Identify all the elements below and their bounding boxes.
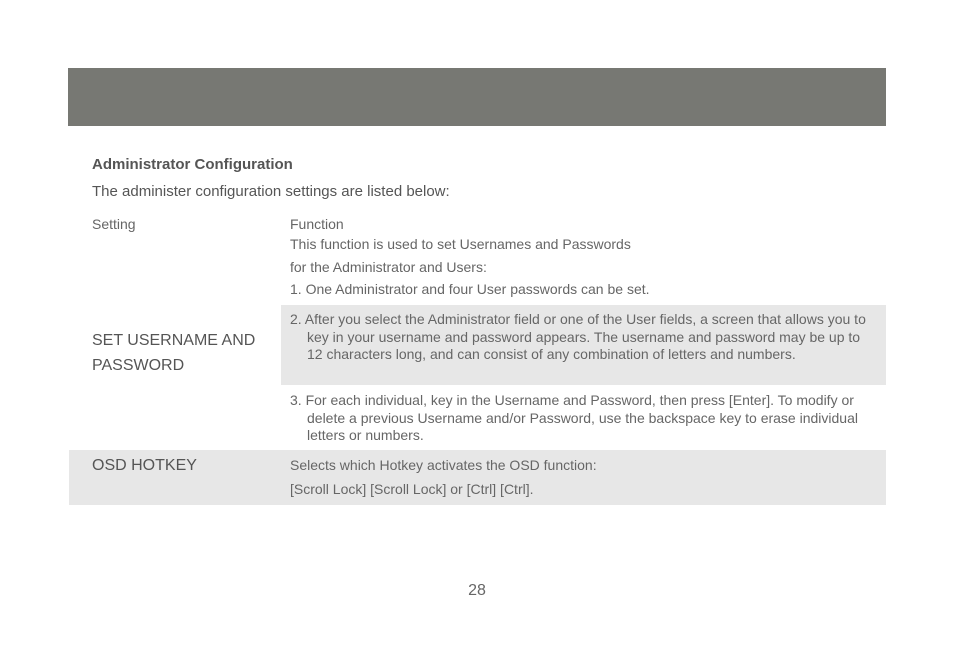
header-band — [68, 68, 886, 126]
numbered-item: 2. After you select the Administrator field or one of the User fields, a screen that allows you to key in your username and password appears. The username and password may be up to 12 characters long, and can consist of any combination of letters and numbers. — [290, 311, 866, 362]
column-header-function: Function — [290, 216, 344, 232]
section-intro: The administer configuration settings are listed below: — [92, 183, 450, 200]
function-description-line: This function is used to set Usernames and Passwords — [290, 236, 631, 252]
setting-name: OSD HOTKEY — [92, 457, 197, 474]
page-number: 28 — [468, 582, 486, 599]
column-header-setting: Setting — [92, 216, 136, 232]
numbered-item: 3. For each individual, key in the Username and Password, then press [Enter]. To modify or delete a previous Username and/or Password, use the backspace key to erase individual letters or numbers. — [290, 392, 858, 443]
setting-name: SET USERNAME AND PASSWORD — [92, 332, 256, 374]
section-title: Administrator Configuration — [92, 156, 293, 173]
function-description-line: [Scroll Lock] [Scroll Lock] or [Ctrl] [Ctrl]. — [290, 481, 534, 497]
function-description-line: Selects which Hotkey activates the OSD function: — [290, 457, 597, 473]
numbered-item: 1. One Administrator and four User passwords can be set. — [290, 281, 650, 297]
function-description-line: for the Administrator and Users: — [290, 259, 487, 275]
